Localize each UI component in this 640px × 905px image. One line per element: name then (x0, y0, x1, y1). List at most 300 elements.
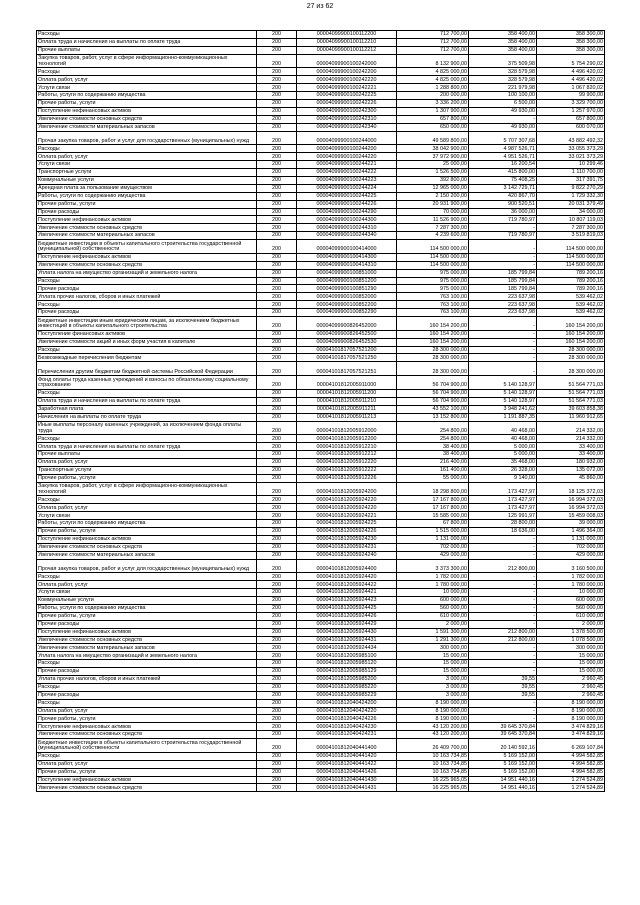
row-name: Расходы (37, 145, 257, 153)
row-code: 200 (257, 31, 297, 39)
row-code: 200 (257, 520, 297, 528)
row-code: 200 (257, 161, 297, 169)
unexecuted-amount: 33 400,00 (537, 451, 605, 459)
row-name: Работы, услуги по содержанию имущества (37, 604, 257, 612)
budget-classification-code: 00004099900100242310 (297, 115, 397, 123)
budget-classification-code: 00004099900100244000 (297, 131, 397, 145)
row-name: Поступление нефинансовых активов (37, 776, 257, 784)
budget-classification-code: 00004099900100242225 (297, 92, 397, 100)
row-name: Транспортные услуги (37, 169, 257, 177)
row-name: Прочие расходы (37, 285, 257, 293)
unexecuted-amount: 28 300 000,00 (537, 354, 605, 362)
budget-classification-code: 00004101812005985100 (297, 652, 397, 660)
budget-classification-code: 00004101812005924434 (297, 644, 397, 652)
row-name: Закупка товаров, работ, услуг в сфере информационно-коммуникационных технологий (37, 54, 257, 68)
row-name: Увеличение стоимости основных средств (37, 224, 257, 232)
approved-amount: 56 704 900,00 (397, 376, 469, 390)
executed-amount: 5 169 152,00 (469, 768, 537, 776)
row-code: 200 (257, 232, 297, 240)
row-name: Поступление финансовых активов (37, 330, 257, 338)
budget-classification-code: 00004101812005924231 (297, 543, 397, 551)
executed-amount: - (469, 338, 537, 346)
approved-amount: 17 167 800,00 (397, 504, 469, 512)
table-row (37, 784, 605, 792)
unexecuted-amount: 10 807 119,03 (537, 216, 605, 224)
approved-amount: 1 288 800,00 (397, 84, 469, 92)
row-code: 200 (257, 131, 297, 145)
approved-amount: 975 000,00 (397, 277, 469, 285)
table-row (37, 232, 605, 240)
table-row (37, 405, 605, 413)
approved-amount: 17 167 800,00 (397, 496, 469, 504)
approved-amount: 161 400,00 (397, 466, 469, 474)
unexecuted-amount: 45 860,00 (537, 474, 605, 482)
table-row (37, 573, 605, 581)
table-row (37, 707, 605, 715)
approved-amount: 200 000,00 (397, 92, 469, 100)
executed-amount: 185 799,84 (469, 277, 537, 285)
unexecuted-amount: 33 400,00 (537, 443, 605, 451)
budget-classification-code: 00004099900100414300 (297, 253, 397, 261)
row-code: 200 (257, 192, 297, 200)
executed-amount: 900 520,51 (469, 200, 537, 208)
executed-amount: 3 948 241,62 (469, 405, 537, 413)
table-row (37, 535, 605, 543)
unexecuted-amount: 1 067 820,02 (537, 84, 605, 92)
unexecuted-amount: 1 257 970,00 (537, 107, 605, 115)
row-code: 200 (257, 443, 297, 451)
budget-classification-code: 00004101812005924230 (297, 535, 397, 543)
approved-amount: 26 409 700,00 (397, 739, 469, 753)
unexecuted-amount: 4 496 420,02 (537, 76, 605, 84)
row-code: 200 (257, 76, 297, 84)
row-name: Поступление нефинансовых активов (37, 535, 257, 543)
approved-amount: 1 782 000,00 (397, 573, 469, 581)
row-code: 200 (257, 435, 297, 443)
row-code: 200 (257, 100, 297, 108)
approved-amount: 610 000,00 (397, 612, 469, 620)
budget-classification-code: 00004101812005911000 (297, 376, 397, 390)
row-name: Оплата работ, услуг (37, 707, 257, 715)
row-name: Прочие расходы (37, 208, 257, 216)
executed-amount: - (469, 597, 537, 605)
budget-classification-code: 00004101812005924225 (297, 520, 397, 528)
row-code: 200 (257, 301, 297, 309)
approved-amount: 43 552 100,00 (397, 405, 469, 413)
row-code: 200 (257, 644, 297, 652)
approved-amount: 600 000,00 (397, 597, 469, 605)
approved-amount: 114 500 000,00 (397, 240, 469, 254)
unexecuted-amount: 15 000,00 (537, 652, 605, 660)
approved-amount: 38 400,00 (397, 443, 469, 451)
row-name: Прочие выплаты (37, 46, 257, 54)
row-name: Оплата работ, услуг (37, 153, 257, 161)
unexecuted-amount: 560 000,00 (537, 604, 605, 612)
executed-amount: - (469, 620, 537, 628)
table-row (37, 176, 605, 184)
budget-classification-code: 00004099900100244226 (297, 200, 397, 208)
unexecuted-amount: 600 070,00 (537, 123, 605, 131)
row-code: 200 (257, 620, 297, 628)
row-code: 200 (257, 597, 297, 605)
executed-amount: 39 645 370,84 (469, 731, 537, 739)
unexecuted-amount: 6 269 107,84 (537, 739, 605, 753)
unexecuted-amount: 2 000,00 (537, 620, 605, 628)
table-row (37, 597, 605, 605)
unexecuted-amount: 51 564 771,03 (537, 397, 605, 405)
row-name: Услуги связи (37, 161, 257, 169)
executed-amount: 49 930,00 (469, 107, 537, 115)
row-code: 200 (257, 317, 297, 331)
unexecuted-amount: 33 021 373,29 (537, 153, 605, 161)
executed-amount: 9 140,00 (469, 474, 537, 482)
budget-classification-code: 00004101812040441420 (297, 752, 397, 760)
executed-amount: 415 800,00 (469, 169, 537, 177)
budget-classification-code: 00004101812005924425 (297, 604, 397, 612)
row-name: Уплата налога на имущество организаций и земельного налога (37, 652, 257, 660)
budget-classification-code: 00004101812005924220 (297, 496, 397, 504)
table-row (37, 293, 605, 301)
row-code: 200 (257, 504, 297, 512)
executed-amount: - (469, 354, 537, 362)
row-name: Оплата труда и начисления на выплаты по оплате труда (37, 38, 257, 46)
executed-amount: 173 427,97 (469, 496, 537, 504)
row-name: Прочие работы, услуги (37, 715, 257, 723)
row-name: Прочие работы, услуги (37, 768, 257, 776)
executed-amount: - (469, 224, 537, 232)
unexecuted-amount: 1 780 000,00 (537, 581, 605, 589)
unexecuted-amount: 3 474 829,16 (537, 731, 605, 739)
approved-amount: 1 131 000,00 (397, 535, 469, 543)
row-code: 200 (257, 776, 297, 784)
table-row (37, 261, 605, 269)
row-code: 200 (257, 715, 297, 723)
row-name: Иные выплаты персоналу казенных учреждений, за исключением фонда оплаты труда (37, 421, 257, 435)
executed-amount: 5 140 128,97 (469, 376, 537, 390)
table-row (37, 46, 605, 54)
approved-amount: 2 150 200,00 (397, 192, 469, 200)
table-row (37, 184, 605, 192)
executed-amount: 212 800,00 (469, 628, 537, 636)
budget-classification-code: 00004101812005912210 (297, 443, 397, 451)
row-code: 200 (257, 115, 297, 123)
table-row (37, 458, 605, 466)
unexecuted-amount: 7 287 300,00 (537, 224, 605, 232)
table-row (37, 451, 605, 459)
unexecuted-amount: 9 822 270,29 (537, 184, 605, 192)
unexecuted-amount: 114 500 000,00 (537, 261, 605, 269)
executed-amount: 3 142 729,71 (469, 184, 537, 192)
row-code: 200 (257, 261, 297, 269)
unexecuted-amount: 16 994 372,03 (537, 504, 605, 512)
executed-amount: 5 169 152,00 (469, 760, 537, 768)
approved-amount: 3 373 300,00 (397, 559, 469, 573)
budget-classification-code: 00004101812005911210 (297, 397, 397, 405)
budget-classification-code: 00004099900100851290 (297, 285, 397, 293)
row-code: 200 (257, 535, 297, 543)
unexecuted-amount: 15 000,00 (537, 660, 605, 668)
budget-classification-code: 00004101812005924431 (297, 636, 397, 644)
unexecuted-amount: 160 154 200,00 (537, 338, 605, 346)
budget-classification-code: 00004099900100244310 (297, 224, 397, 232)
approved-amount: 15 000,00 (397, 652, 469, 660)
table-row (37, 169, 605, 177)
table-row (37, 161, 605, 169)
row-name: Заработная плата (37, 405, 257, 413)
row-code: 200 (257, 293, 297, 301)
row-code: 200 (257, 107, 297, 115)
table-row (37, 512, 605, 520)
table-body (37, 31, 605, 792)
budget-classification-code: 00004101812005924420 (297, 573, 397, 581)
unexecuted-amount: 160 154 200,00 (537, 330, 605, 338)
budget-classification-code: 00004101812005924426 (297, 612, 397, 620)
row-name: Услуги связи (37, 512, 257, 520)
row-code: 200 (257, 668, 297, 676)
executed-amount: - (469, 346, 537, 354)
approved-amount: 28 300 000,00 (397, 362, 469, 376)
approved-amount: 13 152 800,00 (397, 413, 469, 421)
table-row (37, 413, 605, 421)
row-name: Расходы (37, 389, 257, 397)
approved-amount: 3 000,00 (397, 683, 469, 691)
executed-amount: 39,55 (469, 691, 537, 699)
row-code: 200 (257, 731, 297, 739)
approved-amount: 16 225 965,05 (397, 776, 469, 784)
unexecuted-amount: 358 300,00 (537, 38, 605, 46)
table-row (37, 208, 605, 216)
approved-amount: 712 700,00 (397, 31, 469, 39)
unexecuted-amount: 3 329 700,00 (537, 100, 605, 108)
executed-amount: 75 408,25 (469, 176, 537, 184)
approved-amount: 763 100,00 (397, 309, 469, 317)
budget-classification-code: 00004099900100244222 (297, 169, 397, 177)
approved-amount: 1 591 300,00 (397, 628, 469, 636)
row-name: Бюджетные инвестиции в объекты капитального строительства государственной (муниципальной) собственности (37, 739, 257, 753)
row-name: Работы, услуги по содержанию имущества (37, 192, 257, 200)
approved-amount: 3 000,00 (397, 675, 469, 683)
row-name: Прочая закупка товаров, работ и услуг для государственных (муниципальных) нужд (37, 131, 257, 145)
unexecuted-amount: 180 932,00 (537, 458, 605, 466)
table-row (37, 559, 605, 573)
table-row (37, 216, 605, 224)
row-code: 200 (257, 145, 297, 153)
table-row (37, 604, 605, 612)
row-name: Арендная плата за пользование имуществом (37, 184, 257, 192)
row-name: Расходы (37, 660, 257, 668)
table-row (37, 776, 605, 784)
row-name: Работы, услуги по содержанию имущества (37, 520, 257, 528)
table-row (37, 723, 605, 731)
unexecuted-amount: 51 564 771,03 (537, 376, 605, 390)
approved-amount: 763 100,00 (397, 301, 469, 309)
executed-amount: - (469, 240, 537, 254)
budget-classification-code: 00004101812040424220 (297, 707, 397, 715)
table-row (37, 54, 605, 68)
executed-amount: 40 468,00 (469, 421, 537, 435)
executed-amount: 375 509,98 (469, 54, 537, 68)
row-code: 200 (257, 466, 297, 474)
approved-amount: 10 163 734,85 (397, 760, 469, 768)
unexecuted-amount: 1 110 700,00 (537, 169, 605, 177)
row-code: 200 (257, 628, 297, 636)
table-row (37, 443, 605, 451)
approved-amount: 43 120 200,00 (397, 723, 469, 731)
row-name: Увеличение стоимости основных средств (37, 543, 257, 551)
row-code: 200 (257, 699, 297, 707)
budget-classification-code: 00004101812040424200 (297, 699, 397, 707)
executed-amount: 1 191 887,35 (469, 413, 537, 421)
unexecuted-amount: 1 131 000,00 (537, 535, 605, 543)
table-row (37, 520, 605, 528)
row-name: Поступление нефинансовых активов (37, 216, 257, 224)
table-row (37, 683, 605, 691)
unexecuted-amount: 789 200,16 (537, 269, 605, 277)
approved-amount: 3 336 200,00 (397, 100, 469, 108)
budget-classification-code: 00004101812005924221 (297, 512, 397, 520)
row-name: Расходы (37, 573, 257, 581)
executed-amount: 14 951 440,16 (469, 784, 537, 792)
unexecuted-amount: 789 200,16 (537, 277, 605, 285)
row-name: Услуги связи (37, 589, 257, 597)
unexecuted-amount: 8 190 000,00 (537, 715, 605, 723)
row-code: 200 (257, 589, 297, 597)
budget-classification-code: 00004099900100242300 (297, 107, 397, 115)
budget-classification-code: 00004101812005985200 (297, 675, 397, 683)
row-code: 200 (257, 739, 297, 753)
table-row (37, 474, 605, 482)
executed-amount: 35 468,00 (469, 458, 537, 466)
row-name: Уплата налога на имущество организаций и земельного налога (37, 269, 257, 277)
row-name: Оплата работ, услуг (37, 504, 257, 512)
table-row (37, 115, 605, 123)
executed-amount: 39 645 370,84 (469, 723, 537, 731)
executed-amount: 185 799,84 (469, 285, 537, 293)
row-name: Расходы (37, 496, 257, 504)
table-row (37, 192, 605, 200)
approved-amount: 15 585 000,00 (397, 512, 469, 520)
table-row (37, 644, 605, 652)
row-code: 200 (257, 169, 297, 177)
table-row (37, 92, 605, 100)
approved-amount: 15 000,00 (397, 668, 469, 676)
budget-classification-code: 00004101812005985120 (297, 660, 397, 668)
table-row (37, 760, 605, 768)
budget-classification-code: 00004099900100242221 (297, 84, 397, 92)
table-row (37, 421, 605, 435)
table-row (37, 675, 605, 683)
unexecuted-amount: 28 300 000,00 (537, 362, 605, 376)
table-row (37, 699, 605, 707)
approved-amount: 763 100,00 (397, 293, 469, 301)
row-name: Увеличение стоимости основных средств (37, 636, 257, 644)
executed-amount: - (469, 707, 537, 715)
unexecuted-amount: 1 274 524,89 (537, 776, 605, 784)
row-code: 200 (257, 528, 297, 536)
executed-amount: - (469, 543, 537, 551)
row-code: 200 (257, 46, 297, 54)
row-name: Поступление нефинансовых активов (37, 723, 257, 731)
row-name: Оплата работ, услуг (37, 581, 257, 589)
row-name: Коммунальные услуги (37, 597, 257, 605)
table-row (37, 435, 605, 443)
executed-amount: - (469, 551, 537, 559)
approved-amount: 18 298 800,00 (397, 482, 469, 496)
executed-amount: - (469, 660, 537, 668)
row-name: Уплата прочих налогов, сборов и иных платежей (37, 675, 257, 683)
unexecuted-amount: 214 332,00 (537, 421, 605, 435)
row-name: Работы, услуги по содержанию имущества (37, 92, 257, 100)
budget-classification-code: 00004101812005912222 (297, 466, 397, 474)
unexecuted-amount: 600 000,00 (537, 597, 605, 605)
budget-classification-code: 00004101812005924423 (297, 597, 397, 605)
table-row (37, 589, 605, 597)
approved-amount: 15 000,00 (397, 660, 469, 668)
row-code: 200 (257, 224, 297, 232)
unexecuted-amount: 15 459 008,03 (537, 512, 605, 520)
approved-amount: 49 589 800,00 (397, 131, 469, 145)
row-name: Увеличение стоимости материальных запасов (37, 644, 257, 652)
row-code: 200 (257, 200, 297, 208)
unexecuted-amount: 358 300,00 (537, 31, 605, 39)
executed-amount: 328 579,98 (469, 68, 537, 76)
executed-amount: 358 400,00 (469, 38, 537, 46)
budget-classification-code: 00004101812005911213 (297, 413, 397, 421)
approved-amount: 160 154 200,00 (397, 317, 469, 331)
table-row (37, 76, 605, 84)
unexecuted-amount: 28 300 000,00 (537, 346, 605, 354)
table-row (37, 253, 605, 261)
budget-classification-code: 00004099900100112210 (297, 38, 397, 46)
row-name: Прочие выплаты (37, 451, 257, 459)
row-code: 200 (257, 346, 297, 354)
row-name: Бюджетные инвестиции иным юридическим лицам, за исключением бюджетных инвестиций в объекты капитального строительства (37, 317, 257, 331)
row-code: 200 (257, 389, 297, 397)
budget-classification-code: 00004101812005924430 (297, 628, 397, 636)
budget-classification-code: 00004101812040441430 (297, 776, 397, 784)
row-code: 200 (257, 551, 297, 559)
unexecuted-amount: 11 960 912,65 (537, 413, 605, 421)
row-name: Расходы (37, 752, 257, 760)
executed-amount: - (469, 253, 537, 261)
row-name: Прочие расходы (37, 620, 257, 628)
unexecuted-amount: 1 378 500,00 (537, 628, 605, 636)
unexecuted-amount: 43 882 492,32 (537, 131, 605, 145)
executed-amount: - (469, 652, 537, 660)
unexecuted-amount: 51 564 771,03 (537, 389, 605, 397)
unexecuted-amount: 4 994 582,85 (537, 768, 605, 776)
executed-amount: 223 637,98 (469, 301, 537, 309)
table-row (37, 153, 605, 161)
table-row (37, 551, 605, 559)
approved-amount: 560 000,00 (397, 604, 469, 612)
table-row (37, 768, 605, 776)
approved-amount: 12 965 000,00 (397, 184, 469, 192)
table-row (37, 200, 605, 208)
approved-amount: 16 225 965,05 (397, 784, 469, 792)
table-row (37, 389, 605, 397)
executed-amount: 328 579,98 (469, 76, 537, 84)
approved-amount: 392 800,00 (397, 176, 469, 184)
row-code: 200 (257, 559, 297, 573)
table-row (37, 330, 605, 338)
approved-amount: 38 042 900,00 (397, 145, 469, 153)
unexecuted-amount: 539 462,02 (537, 301, 605, 309)
budget-classification-code: 00004099900100244340 (297, 232, 397, 240)
row-code: 200 (257, 253, 297, 261)
row-name: Увеличение стоимости акций и иных форм участия в капитале (37, 338, 257, 346)
row-name: Поступление нефинансовых активов (37, 628, 257, 636)
